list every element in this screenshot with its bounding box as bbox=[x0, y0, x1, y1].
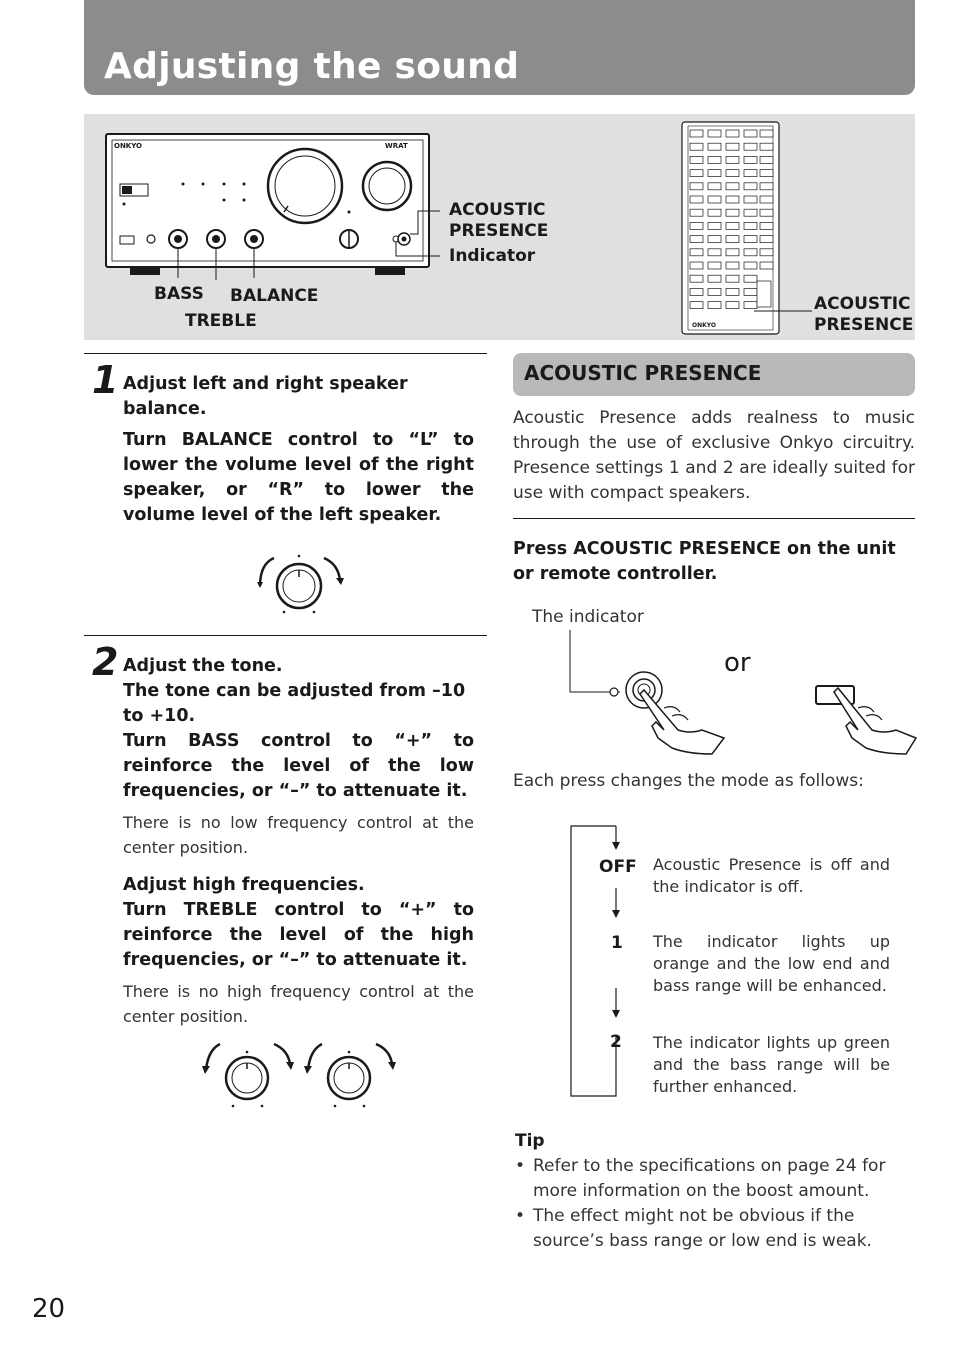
remote-button bbox=[726, 222, 739, 229]
remote-button bbox=[690, 302, 703, 309]
remote-button bbox=[726, 130, 739, 137]
remote-button bbox=[708, 262, 721, 269]
balance-callout: BALANCE bbox=[230, 286, 319, 306]
step1-number: 1 bbox=[92, 358, 119, 402]
remote-button bbox=[690, 156, 703, 163]
remote-button bbox=[726, 249, 739, 256]
remote-button bbox=[708, 196, 721, 203]
mode-2-description: The indicator lights up green and the bass range will be further enhanced. bbox=[653, 1033, 890, 1096]
remote-button bbox=[690, 262, 703, 269]
remote-button bbox=[708, 236, 721, 243]
remote-button bbox=[690, 222, 703, 229]
page-number: 20 bbox=[32, 1294, 66, 1324]
remote-button bbox=[690, 170, 703, 177]
remote-acoustic-presence-callout: ACOUSTIC PRESENCE bbox=[814, 294, 914, 335]
remote-button bbox=[708, 275, 721, 282]
remote-button bbox=[744, 183, 757, 190]
remote-button bbox=[744, 130, 757, 137]
acoustic-presence-callout: ACOUSTIC PRESENCE bbox=[449, 200, 549, 241]
remote-button bbox=[690, 130, 703, 137]
indicator-callout: Indicator bbox=[449, 246, 536, 266]
tone-knobs-diagram bbox=[196, 1036, 402, 1112]
remote-button bbox=[708, 130, 721, 137]
tip-item: • Refer to the specifications on page 24 for more information on the boost amount. bbox=[513, 1154, 915, 1204]
remote-button bbox=[726, 236, 739, 243]
tip-list bbox=[513, 1154, 915, 1254]
mode-off-label: OFF bbox=[599, 857, 637, 877]
remote-button bbox=[726, 262, 739, 269]
remote-button bbox=[760, 262, 773, 269]
tip-heading: Tip bbox=[515, 1131, 545, 1151]
remote-button bbox=[690, 143, 703, 150]
remote-button bbox=[690, 209, 703, 216]
treble-note: There is no high frequency control at the center position. bbox=[123, 982, 474, 1026]
indicator-label: The indicator bbox=[532, 607, 644, 627]
press-instruction: Press ACOUSTIC PRESENCE on the unit or remote controller. bbox=[513, 539, 896, 584]
remote-button bbox=[708, 143, 721, 150]
remote-button bbox=[760, 209, 773, 216]
remote-button bbox=[726, 196, 739, 203]
remote-button bbox=[708, 209, 721, 216]
remote-button bbox=[744, 196, 757, 203]
step2-range: The tone can be adjusted from –10 to +10. bbox=[123, 681, 466, 726]
remote-button bbox=[760, 183, 773, 190]
step2-number: 2 bbox=[92, 640, 119, 684]
amp-brand-logo: ONKYO bbox=[114, 142, 143, 150]
remote-button bbox=[708, 170, 721, 177]
remote-button bbox=[690, 275, 703, 282]
remote-button bbox=[690, 196, 703, 203]
remote-button bbox=[708, 183, 721, 190]
remote-button bbox=[744, 275, 757, 282]
remote-button bbox=[760, 236, 773, 243]
remote-button bbox=[690, 236, 703, 243]
remote-button bbox=[726, 288, 739, 295]
treble-instruction: Turn TREBLE control to “+” to reinforce the level of the high frequencies, or “–” to attenuate it. bbox=[123, 900, 474, 970]
remote-button bbox=[760, 196, 773, 203]
remote-button bbox=[708, 302, 721, 309]
remote-button bbox=[744, 170, 757, 177]
remote-illustration bbox=[678, 118, 818, 338]
mode-off-description: Acoustic Presence is off and the indicator is off. bbox=[653, 855, 890, 896]
remote-button bbox=[690, 183, 703, 190]
amplifier-illustration bbox=[100, 128, 440, 280]
acoustic-presence-intro: Acoustic Presence adds realness to music through the use of exclusive Onkyo circuitry. Presence settings 1 and 2 are ideally suited for use with compact speakers. bbox=[513, 408, 915, 503]
step2-rule bbox=[84, 635, 487, 636]
remote-button bbox=[708, 222, 721, 229]
treble-callout: TREBLE bbox=[185, 311, 257, 331]
remote-button bbox=[744, 143, 757, 150]
step1-heading: Adjust left and right speaker balance. bbox=[123, 374, 408, 419]
remote-button bbox=[726, 209, 739, 216]
remote-button bbox=[726, 183, 739, 190]
remote-button bbox=[760, 170, 773, 177]
press-button-illustration bbox=[560, 630, 920, 760]
bass-instruction: Turn BASS control to “+” to reinforce the level of the low frequencies, or “–” to attenuate it. bbox=[123, 731, 474, 801]
step2-heading: Adjust the tone. bbox=[123, 656, 283, 676]
remote-button bbox=[708, 288, 721, 295]
step1-instruction: Turn BALANCE control to “L” to lower the volume level of the right speaker, or “R” to lower the volume level of the left speaker. bbox=[123, 430, 474, 525]
balance-knob-diagram bbox=[248, 548, 352, 620]
amp-model-logo: WRAT bbox=[385, 142, 408, 150]
mode-2-label: 2 bbox=[610, 1032, 622, 1052]
bass-callout: BASS bbox=[154, 284, 204, 304]
remote-button bbox=[744, 236, 757, 243]
remote-button bbox=[744, 209, 757, 216]
remote-button bbox=[760, 249, 773, 256]
bass-note: There is no low frequency control at the center position. bbox=[123, 813, 474, 857]
acoustic-rule bbox=[513, 518, 915, 519]
remote-button bbox=[760, 143, 773, 150]
remote-button bbox=[708, 156, 721, 163]
remote-button bbox=[690, 288, 703, 295]
remote-button bbox=[726, 302, 739, 309]
high-frequencies-heading: Adjust high frequencies. bbox=[123, 875, 365, 895]
step1-rule bbox=[84, 353, 487, 354]
remote-button bbox=[690, 249, 703, 256]
mode-1-label: 1 bbox=[611, 933, 623, 953]
remote-button bbox=[708, 249, 721, 256]
remote-button bbox=[744, 288, 757, 295]
remote-button bbox=[760, 130, 773, 137]
remote-button bbox=[760, 156, 773, 163]
remote-button bbox=[726, 275, 739, 282]
remote-button bbox=[744, 156, 757, 163]
remote-button bbox=[760, 222, 773, 229]
remote-button bbox=[744, 262, 757, 269]
remote-button bbox=[726, 170, 739, 177]
cycle-intro: Each press changes the mode as follows: bbox=[513, 771, 864, 791]
acoustic-presence-heading: ACOUSTIC PRESENCE bbox=[524, 361, 762, 385]
remote-button bbox=[726, 156, 739, 163]
remote-brand-logo: ONKYO bbox=[692, 322, 717, 329]
remote-button bbox=[744, 222, 757, 229]
mode-1-description: The indicator lights up orange and the low end and bass range will be enhanced. bbox=[653, 932, 890, 995]
or-label: or bbox=[724, 648, 751, 678]
tip-item: • The effect might not be obvious if the source’s bass range or low end is weak. bbox=[513, 1204, 915, 1254]
remote-button bbox=[726, 143, 739, 150]
remote-button bbox=[744, 302, 757, 309]
remote-button bbox=[744, 249, 757, 256]
page-title: Adjusting the sound bbox=[104, 46, 520, 87]
